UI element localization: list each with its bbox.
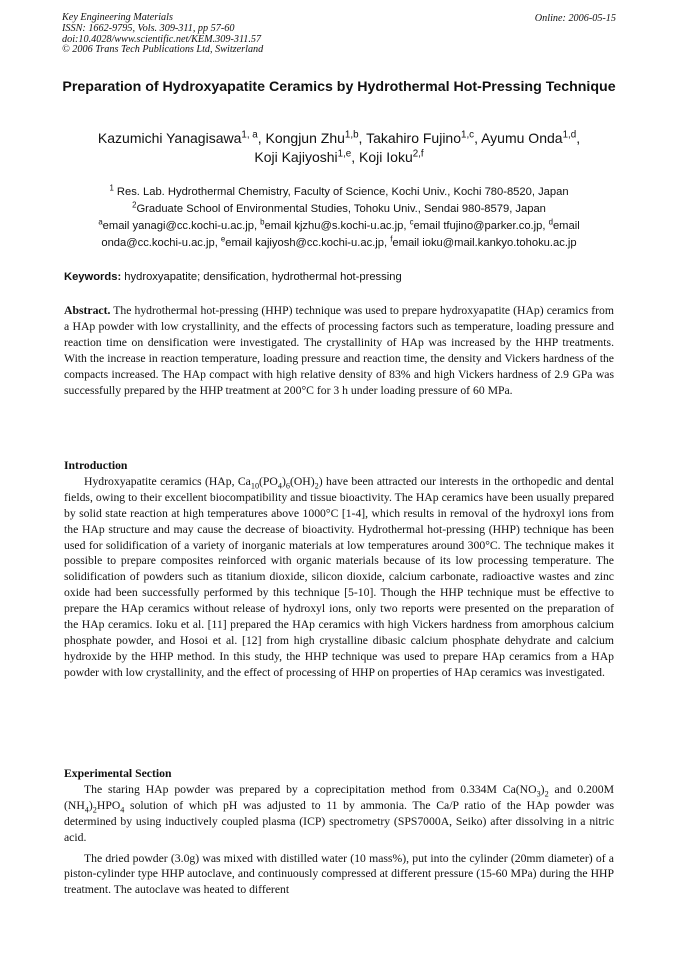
introduction-heading: Introduction <box>64 459 128 472</box>
email-link[interactable]: email yanagi@cc.kochi-u.ac.jp, <box>102 220 261 232</box>
introduction-paragraph: Hydroxyapatite ceramics (HAp, $Ca_{10}(PO_4)_6(OH)_2$) have been attracted our interests in the orthopedic and dental fields, owing to their excellent biocompatibility and tissue bioactivity. The HAp ceramics have been usually prepared by solid state reaction at high temperatures above 1000°C [1-4], which results in removal of the hydroxyl ions from the HAp structure and may cause the decrease of bioactivity. Hydrothermal hot-pressing (HHP) technique has been used for solidification of a variety of inorganic materials at low temperatures around 300°C. The technique makes it possible to prepare composites reinforced with organic materials because of its low processing temperature. The solidification of powders such as titanium dioxide, silicon dioxide, calcium carbonate, radioactive wastes and zinc oxide had been successfully performed by this technique [5-10]. Though the HHP technique must be effective to prepare the HAp ceramics without release of hydroxyl ions, only two reports were presented on the preparation of the HAp ceramics. Ioku et al. [11] prepared the HAp ceramics with high Vickers hardness from amorphous calcium phosphate powder, and Hosoi et al. [12] from high crystalline dibasic calcium phosphate dehydrate and calcium hydroxide by the HHP method. In this study, the HHP technique was used to prepare HAp ceramics from a HAp powder with low crystallinity, and the effect of processing of HHP on properties of HAp ceramics was investigated. <box>64 474 614 679</box>
journal-name: Key Engineering Materials <box>62 12 173 23</box>
keywords <box>64 271 614 283</box>
email-link[interactable]: onda@cc.kochi-u.ac.jp, <box>101 237 221 249</box>
keywords-text: hydroxyapatite; densification, hydrothermal hot-pressing <box>121 271 402 283</box>
author-name: Ayumu Onda <box>481 130 563 146</box>
author-name: Takahiro Fujino <box>366 130 461 146</box>
experimental-section <box>64 766 614 898</box>
affiliation-2: $^2$Graduate School of Environmental Studies, Tohoku Univ., Sendai 980-8579, Japan <box>132 200 546 215</box>
online-date: Online: 2006-05-15 <box>534 13 616 24</box>
affiliations <box>52 184 626 252</box>
author-affil-mark: 1,c <box>461 129 475 141</box>
author-affil-mark: 1,b <box>344 129 359 141</box>
author-affil-mark: 2,f <box>412 148 424 160</box>
issn-line: ISSN: 1662-9795, Vols. 309-311, pp 57-60 <box>62 22 235 34</box>
author-name: Koji Ioku <box>359 149 413 165</box>
doi-line: doi:10.4028/www.scientific.net/KEM.309-311.57 <box>62 33 262 45</box>
email-link[interactable]: email kajiyosh@cc.kochi-u.ac.jp, <box>225 237 391 249</box>
author-name: Koji Kajiyoshi <box>254 149 338 165</box>
journal-header <box>62 13 263 56</box>
author-name: Kongjun Zhu <box>265 130 345 146</box>
copyright-line: © 2006 Trans Tech Publications Ltd, Switzerland <box>62 44 264 56</box>
email-link[interactable]: email ioku@mail.kankyo.tohoku.ac.jp <box>392 237 577 249</box>
experimental-paragraph-1: The staring HAp powder was prepared by a coprecipitation method from 0.334M $Ca(NO_3)_2$ and 0.200M $(NH_4)_2HPO_4$ solution of which pH was adjusted to 11 by ammonia. The Ca/P ratio of the HAp powder was determined by using inductively coupled plasma (ICP) spectrometry (SPS7000A, Seiko) after dissolving in a nitric acid. <box>64 782 614 844</box>
abstract-text: The hydrothermal hot-pressing (HHP) technique was used to prepare hydroxyapatite (HAp) ceramics from a HAp powder with low crystallinity, and the effects of processing factors such as temperature, loading pressure and reaction time on densification were investigated. The crystallinity of HAp was increased by the HHP treatments. With the increase in reaction temperature, loading pressure and reaction time, the density and Vickers hardness of the compacts increased. The HAp compact with high relative density of 83% and high Vickers hardness of 2.9 GPa was successfully prepared by the HHP treatment at 200°C for 3 h under loading pressure of 60 MPa. <box>64 304 614 397</box>
author-list: Kazumichi Yanagisawa$^{1, a}$, Kongjun Zhu$^{1,b}$, Takahiro Fujino$^{1,c}$, Ayumu Onda$^{1,d}$, Koji Kajiyoshi$^{1,e}$, Koji Ioku$^{2,f}$ <box>97 129 581 165</box>
experimental-heading: Experimental Section <box>64 767 172 780</box>
email-line-2: onda@cc.kochi-u.ac.jp, $^e$email kajiyosh@cc.kochi-u.ac.jp, $^f$email ioku@mail.kankyo.tohoku.ac.jp <box>101 234 577 249</box>
keywords-label: Keywords: <box>64 271 122 283</box>
experimental-paragraph-2: The dried powder (3.0g) was mixed with distilled water (10 mass%), put into the cylinder (20mm diameter) of a piston-cylinder type HHP autoclave, and continuously compressed at different pressure (15-60 MPa) during the HHP treatment. The autoclave was heated to different <box>64 851 614 897</box>
abstract <box>64 303 614 398</box>
email-link[interactable]: email tfujino@parker.co.jp, <box>413 220 549 232</box>
affiliation-1: $^1$ Res. Lab. Hydrothermal Chemistry, Faculty of Science, Kochi Univ., Kochi 780-8520, Japan <box>109 183 569 198</box>
paper-title: Preparation of Hydroxyapatite Ceramics by Hydrothermal Hot-Pressing Technique <box>62 79 616 95</box>
abstract-label: Abstract. <box>64 304 111 317</box>
author-affil-mark: 1, a <box>241 129 258 141</box>
introduction-section <box>64 458 614 681</box>
email-link[interactable]: email kjzhu@s.kochi-u.ac.jp, <box>264 220 410 232</box>
author-affil-mark: 1,e <box>337 148 352 160</box>
author-name: Kazumichi Yanagisawa <box>97 130 242 146</box>
author-affil-mark: 1,d <box>562 129 577 141</box>
email-line-1: $^a$email yanagi@cc.kochi-u.ac.jp, $^b$email kjzhu@s.kochi-u.ac.jp, $^c$email tfujino@parker.co.jp, $^d$email <box>98 217 580 232</box>
